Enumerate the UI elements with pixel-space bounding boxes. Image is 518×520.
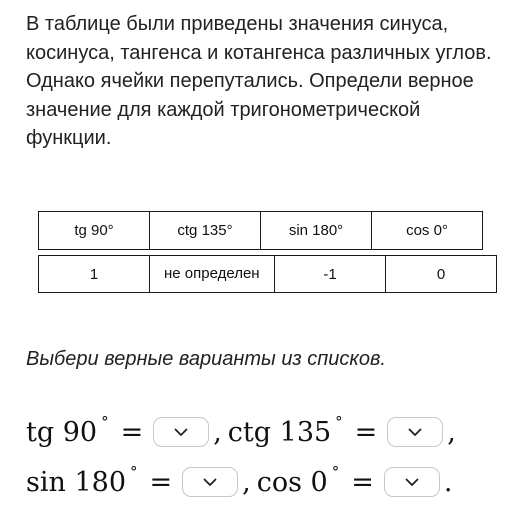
function-tg90: tg 90 <box>26 416 98 448</box>
value-cell-3: -1 <box>275 256 386 293</box>
chevron-down-icon <box>203 478 217 487</box>
chevron-down-icon <box>174 428 188 437</box>
equals-sign: = <box>149 466 173 498</box>
equals-sign: = <box>351 466 374 498</box>
degree-sign: ° <box>130 463 138 481</box>
cos0-answer-dropdown[interactable] <box>384 467 440 497</box>
equals-sign: = <box>354 416 378 448</box>
comma-separator: , <box>447 416 456 448</box>
degree-sign: ° <box>335 413 343 431</box>
degree-sign: ° <box>331 463 340 481</box>
value-cell-2: не определен <box>150 256 275 293</box>
values-table <box>38 255 497 293</box>
comma-separator: , <box>242 466 251 498</box>
header-cell-sin180: sin 180° <box>261 212 372 250</box>
functions-header-table <box>38 211 483 250</box>
sin180-answer-dropdown[interactable] <box>182 467 238 497</box>
header-cell-cos0: cos 0° <box>372 212 483 250</box>
function-ctg135: ctg 135 <box>227 416 332 448</box>
instruction-text: Выбери верные варианты из списков. <box>26 348 386 370</box>
function-cos0: cos 0 <box>256 466 328 498</box>
header-cell-tg90: tg 90° <box>39 212 150 250</box>
function-sin180: sin 180 <box>26 466 126 498</box>
tg90-answer-dropdown[interactable] <box>153 417 209 447</box>
degree-sign: ° <box>101 413 109 431</box>
value-cell-4: 0 <box>386 256 497 293</box>
equation-row-2 <box>26 462 458 502</box>
ctg135-answer-dropdown[interactable] <box>387 417 443 447</box>
equation-row-1 <box>26 412 462 452</box>
comma-separator: , <box>213 416 222 448</box>
task-text: В таблице были приведены значения синуса, косинуса, тангенса и котангенса различных углов. Однако ячейки перепутались. Определи верное значение для каждой тригонометрической функции. <box>26 13 492 149</box>
chevron-down-icon <box>408 428 422 437</box>
period-separator: . <box>443 466 453 498</box>
chevron-down-icon <box>405 478 419 487</box>
equals-sign: = <box>120 416 144 448</box>
header-cell-ctg135: ctg 135° <box>150 212 261 250</box>
value-cell-1: 1 <box>39 256 150 293</box>
